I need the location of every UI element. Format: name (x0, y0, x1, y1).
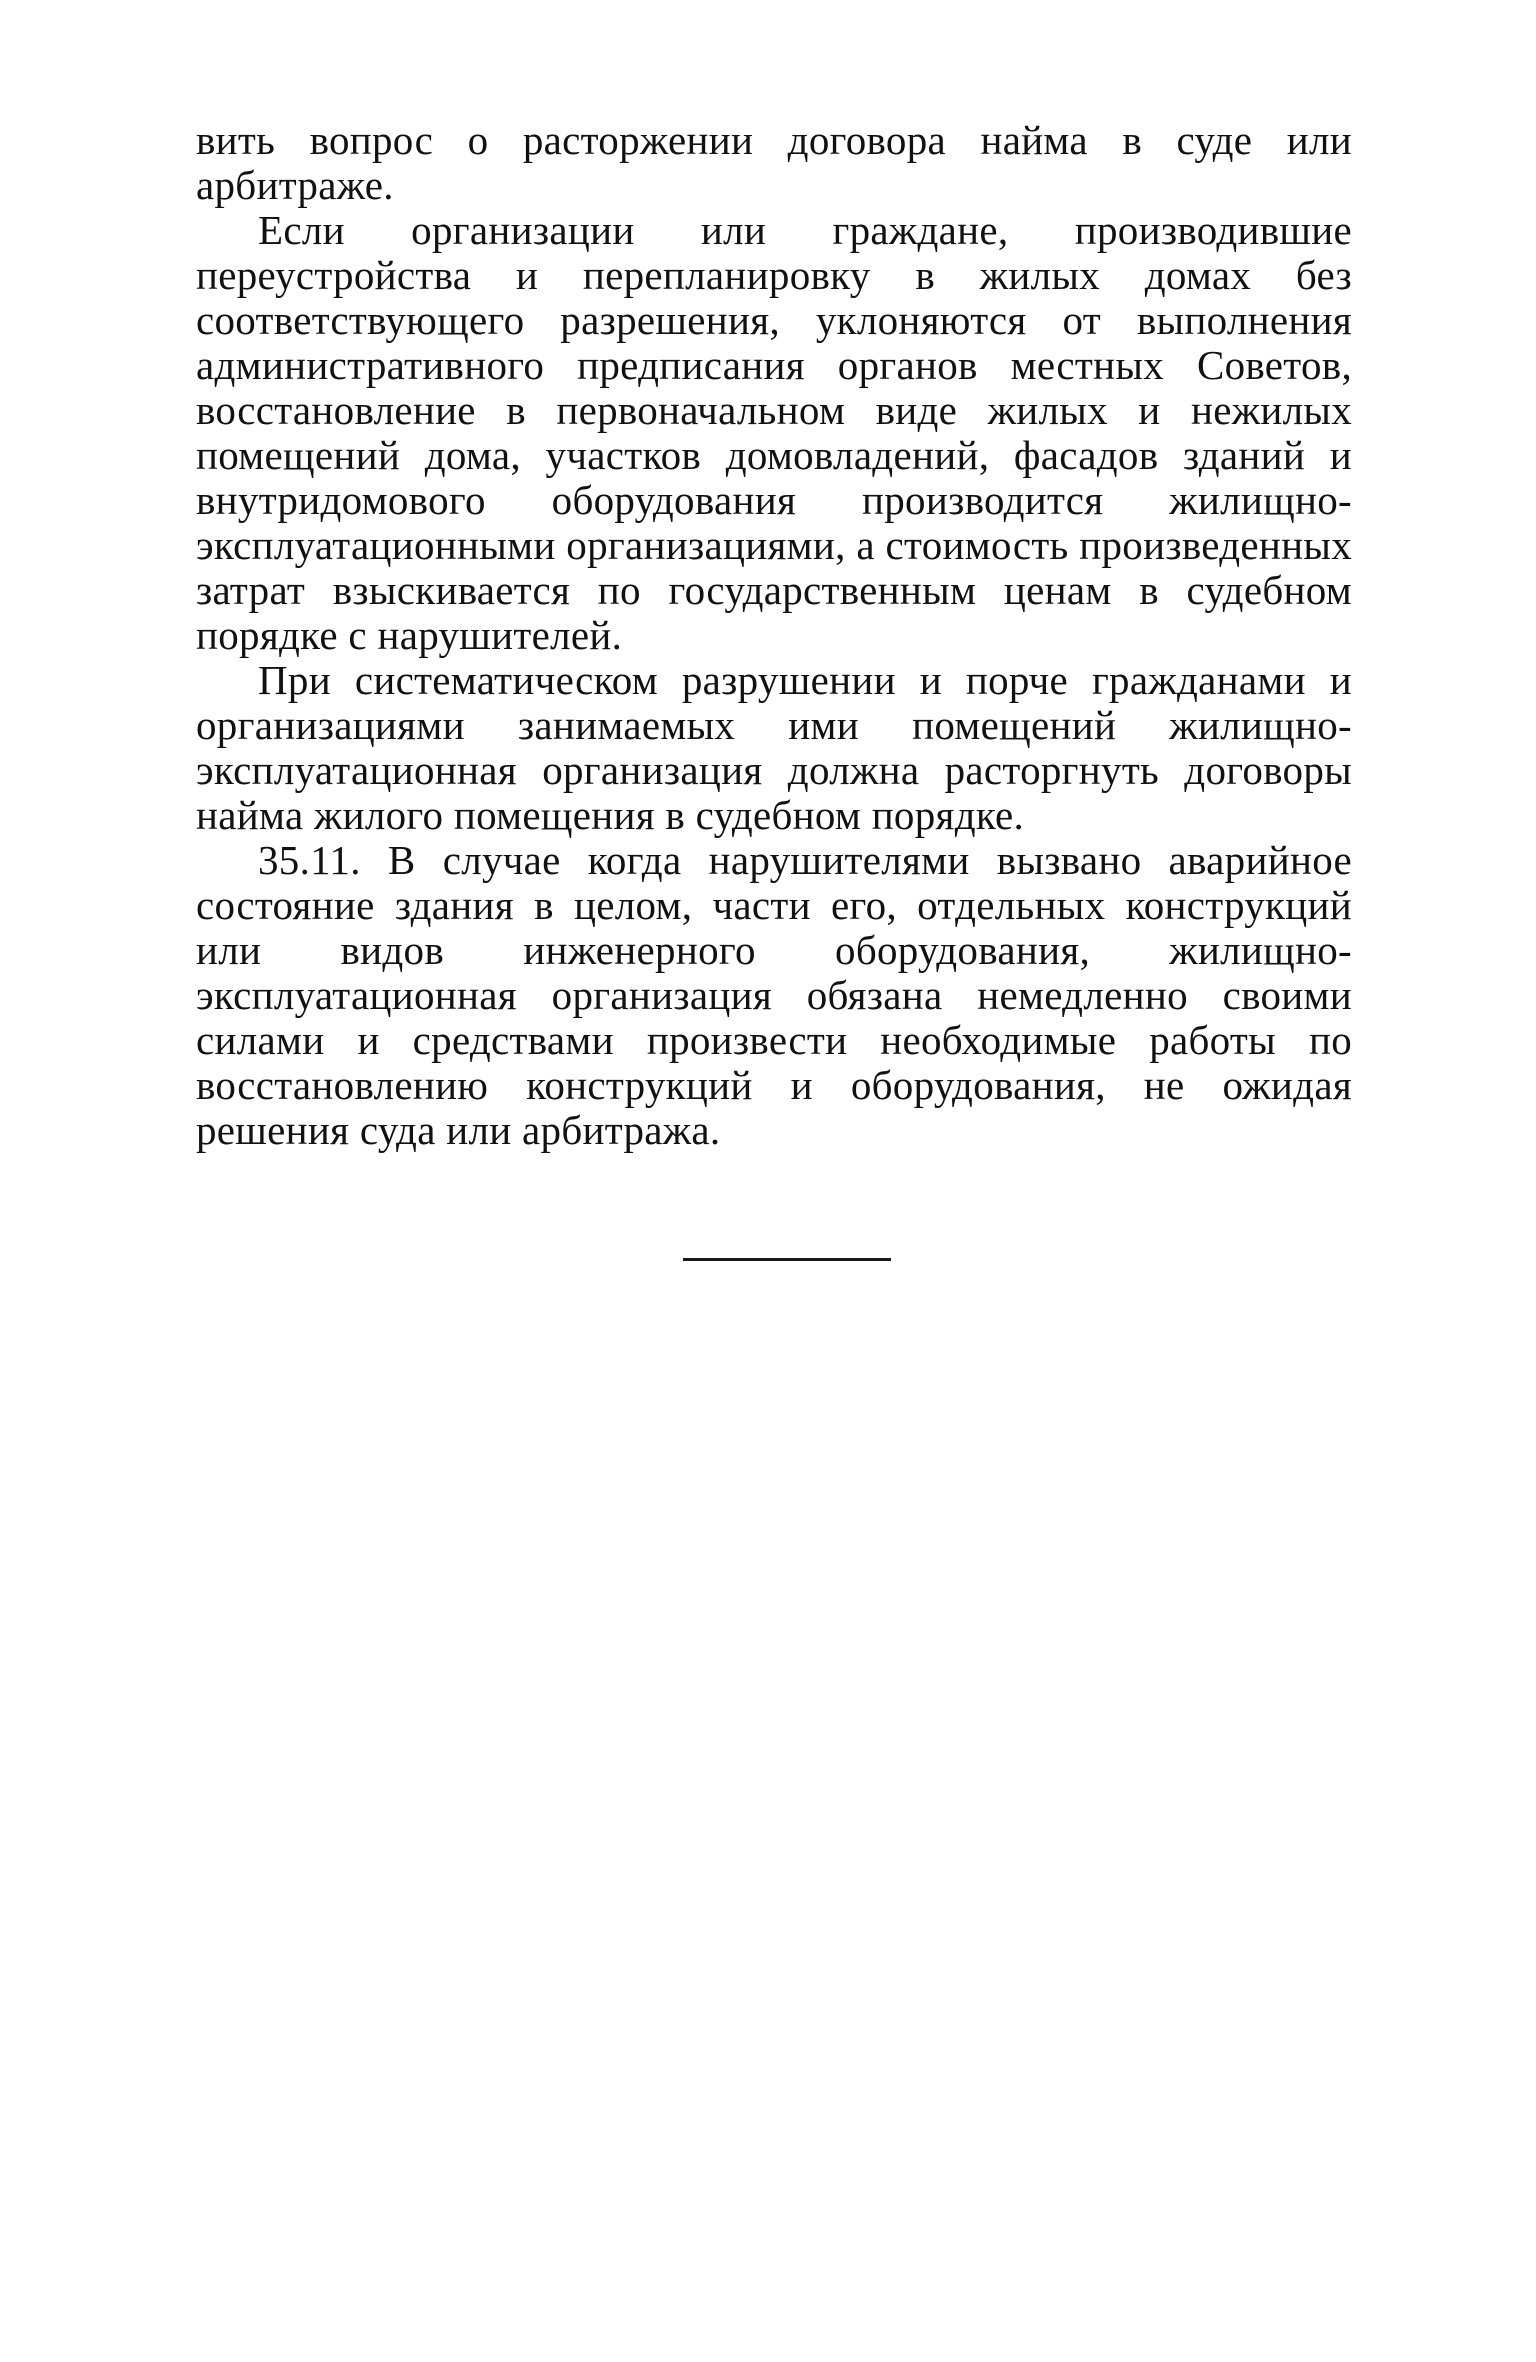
paragraph-systematic-damage: При систематическом разрушении и порче гражданами и организациями занимаемых ими помещений жилищно-эксплуатационная организация должна расторгнуть договоры найма жилого помещения в судебном порядке. (196, 657, 1352, 838)
paragraph-continuation: вить вопрос о расторжении договора найма в суде или арбитраже. (196, 117, 1352, 208)
section-end-rule (683, 1258, 891, 1261)
paragraph-clause-35-11: 35.11. В случае когда нарушителями вызвано аварийное состояние здания в целом, части его, отдельных конструкций или видов инженерного оборудования, жилищно-эксплуатационная организация обязана немедленно своими силами и средствами произвести необходимые работы по восстановлению конструкций и оборудования, не ожидая решения суда или арбитража. (196, 837, 1352, 1153)
body-text (196, 118, 1352, 1153)
paragraph-unauthorized-alterations: Если организации или граждане, производившие переустройства и перепланировку в жилых домах без соответствующего разрешения, уклоняются от выполнения административного предписания органов местных Советов, восстановление в первоначальном виде жилых и нежилых помещений дома, участков домовладений, фасадов зданий и внутридомового оборудования производится жилищно-эксплуатационными организациями, а стоимость произведенных затрат взыскивается по государственным ценам в судебном порядке с нарушителей. (196, 207, 1352, 658)
